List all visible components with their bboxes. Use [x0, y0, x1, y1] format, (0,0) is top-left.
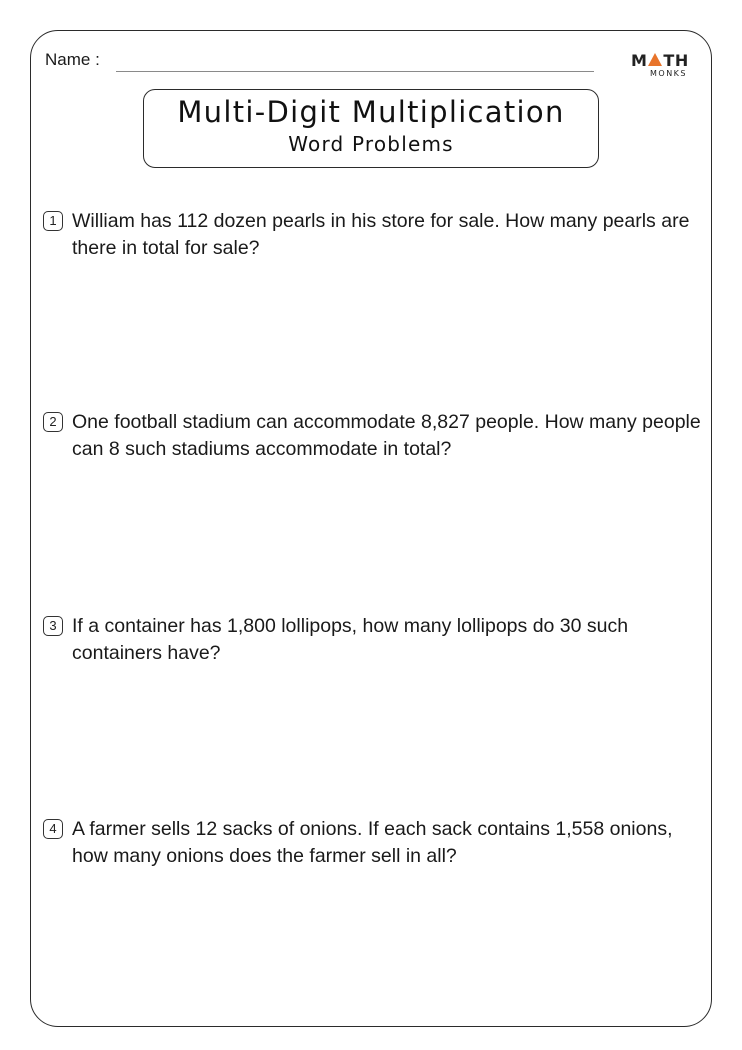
- logo-subtitle: MONKS: [650, 69, 688, 78]
- question-number-badge: 1: [43, 211, 63, 231]
- logo-letters-th: TH: [663, 50, 689, 70]
- question-text: A farmer sells 12 sacks of onions. If each sack contains 1,558 onions, how many onions does the farmer sell in all?: [72, 818, 673, 867]
- math-monks-logo: [631, 51, 691, 81]
- question-number-badge: 3: [43, 616, 63, 636]
- logo-wordmark: [631, 51, 691, 69]
- page-border: [30, 30, 712, 1027]
- name-label: Name :: [45, 50, 100, 69]
- title-box: [143, 89, 599, 168]
- question-number-badge: 4: [43, 819, 63, 839]
- page-title: Multi-Digit Multiplication: [177, 95, 565, 129]
- page-subtitle: Word Problems: [288, 132, 454, 156]
- logo-letter-m: M: [631, 50, 648, 70]
- logo-triangle-icon: [648, 53, 662, 66]
- name-input-line[interactable]: [116, 71, 594, 72]
- question-text: William has 112 dozen pearls in his store for sale. How many pearls are there in total for sale?: [72, 210, 690, 259]
- question-number-badge: 2: [43, 412, 63, 432]
- question-text: If a container has 1,800 lollipops, how many lollipops do 30 such containers have?: [72, 615, 629, 664]
- question-text: One football stadium can accommodate 8,827 people. How many people can 8 such stadiums accommodate in total?: [72, 411, 701, 460]
